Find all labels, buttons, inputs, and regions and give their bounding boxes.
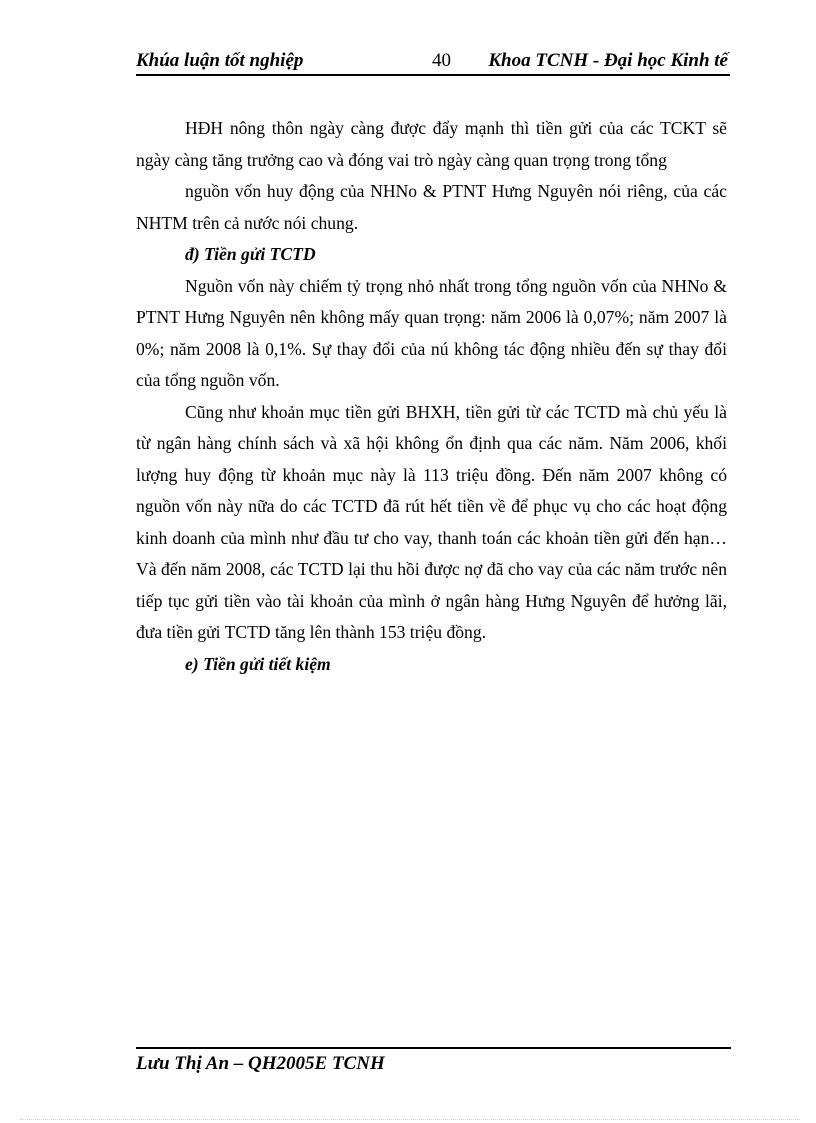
page-body bbox=[136, 113, 727, 680]
paragraph-tckt-deposits: HĐH nông thôn ngày càng được đẩy mạnh thì tiền gửi của các TCKT sẽ ngày càng tăng trưởng cao và đóng vai trò ngày càng quan trọng trong tổng bbox=[136, 118, 727, 170]
paragraph-tctd-changes: Cũng như khoản mục tiền gửi BHXH, tiền gửi từ các TCTD mà chủ yếu là từ ngân hàng chính sách và xã hội không ổn định qua các năm. Năm 2006, khối lượng huy động từ khoản mục này là 113 triệu đồng. Đến năm 2007 không có nguồn vốn này nữa do các TCTD đã rút hết tiền về để phục vụ cho các hoạt động kinh doanh của mình như đầu tư cho vay, thanh toán các khoản tiền gửi đến hạn… Và đến năm 2008, các TCTD lại thu hồi được nợ đã cho vay của các năm trước nên tiếp tục gửi tiền vào tài khoản của mình ở ngân hàng Hưng Nguyên để hưởng lãi, đưa tiền gửi TCTD tăng lên thành 153 triệu đồng. bbox=[136, 401, 727, 642]
footer-divider bbox=[136, 1047, 731, 1049]
footer-author: Lưu Thị An – QH2005E TCNH bbox=[136, 1053, 385, 1074]
header-thesis-title: Khúa luận tốt nghiệp bbox=[136, 50, 304, 71]
section-heading-savings-deposits: e) Tiền gửi tiết kiệm bbox=[185, 653, 331, 674]
header-faculty: Khoa TCNH - Đại học Kinh tế bbox=[488, 50, 728, 71]
page-header bbox=[136, 50, 730, 76]
paragraph-mobilized-capital: nguồn vốn huy động của NHNo & PTNT Hưng Nguyên nói riêng, của các NHTM trên cả nước nói chung. bbox=[136, 181, 727, 233]
section-heading-tctd-deposits: đ) Tiền gửi TCTD bbox=[185, 244, 316, 264]
page-edge-divider bbox=[20, 1119, 800, 1120]
paragraph-tctd-share: Nguồn vốn này chiếm tỷ trọng nhỏ nhất trong tổng nguồn vốn của NHNo & PTNT Hưng Nguyên nên không mấy quan trọng: năm 2006 là 0,07%; năm 2007 là 0%; năm 2008 là 0,1%. Sự thay đổi của nú không tác động nhiều đến sự thay đổi của tổng nguồn vốn. bbox=[136, 275, 727, 390]
page-number: 40 bbox=[432, 50, 451, 71]
